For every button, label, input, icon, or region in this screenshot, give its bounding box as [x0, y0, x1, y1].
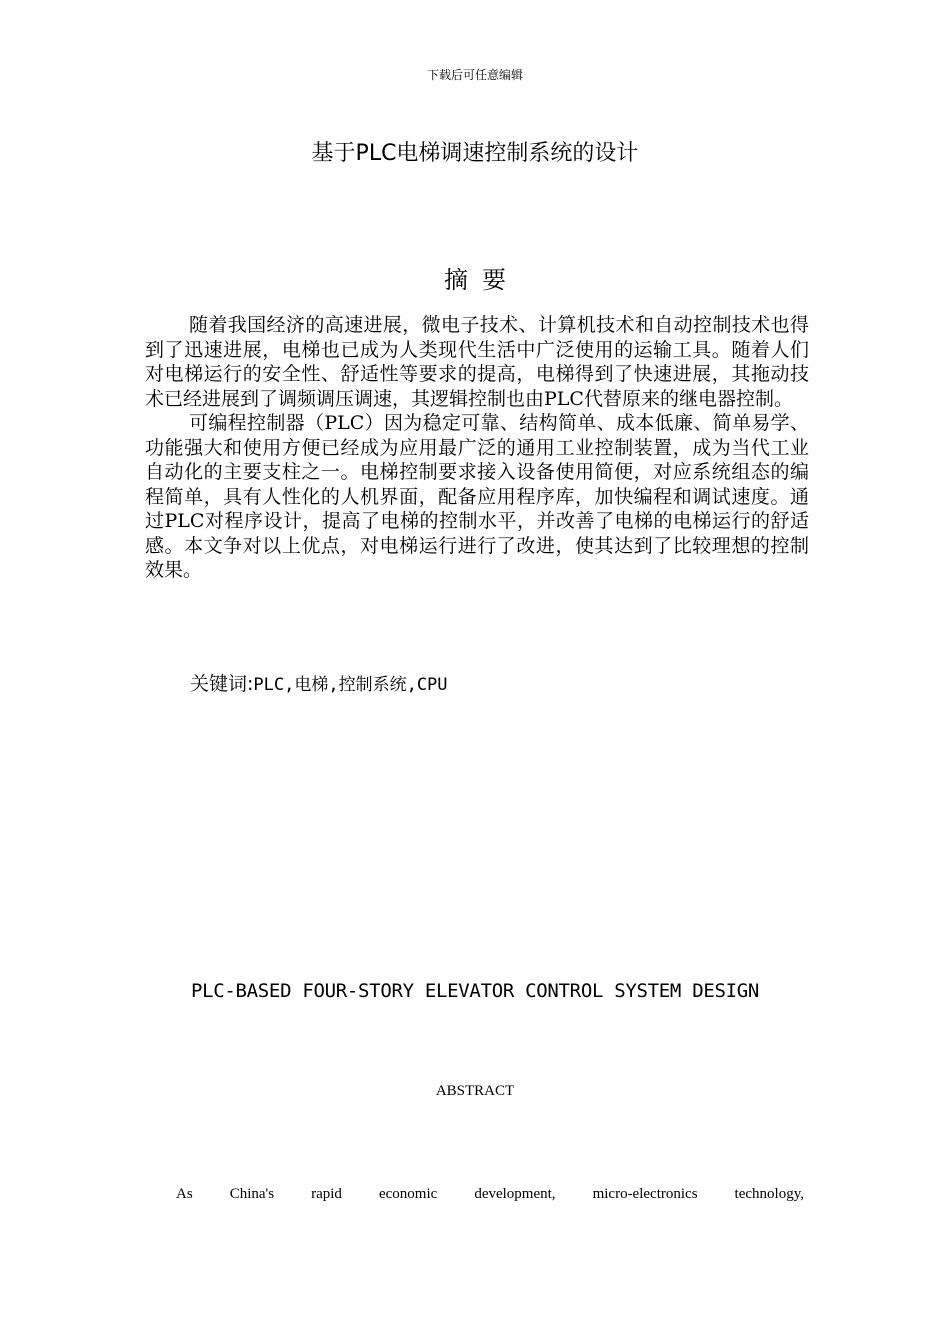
abstract-heading-en: ABSTRACT — [435, 1083, 515, 1099]
abstract-body-cn — [145, 313, 809, 583]
page-header-note: 下载后可任意编辑 — [426, 68, 523, 82]
document-title-en: PLC-BASED FOUR-STORY ELEVATOR CONTROL SYSTEM DESIGN — [190, 980, 760, 1002]
abstract-paragraph-1: 随着我国经济的高速进展，微电子技术、计算机技术和自动控制技术也得到了迅速进展，电梯也已成为人类现代生活中广泛使用的运输工具。随着人们对电梯运行的安全性、舒适性等要求的提高，电梯得到了快速进展，其拖动技术已经进展到了调频调压调速，其逻辑控制也由PLC代替原来的继电器控制。 — [145, 314, 809, 410]
keywords-label: 关键词: — [190, 673, 254, 695]
abstract-paragraph-2: 可编程控制器（PLC）因为稳定可靠、结构简单、成本低廉、简单易学、功能强大和使用方便已经成为应用最广泛的通用工业控制装置，成为当代工业自动化的主要支柱之一。电梯控制要求接入设备使用简便，对应系统组态的编程简单，具有人性化的人机界面，配备应用程序库，加快编程和调试速度。通过PLC对程序设计，提高了电梯的控制水平，并改善了电梯的电梯运行的舒适感。本文争对以上优点，对电梯运行进行了改进，使其达到了比较理想的控制效果。 — [145, 412, 809, 581]
document-title-cn: 基于PLC电梯调速控制系统的设计 — [311, 141, 639, 166]
abstract-body-en: As China's rapid economic development, micro-electronics technology, — [176, 1186, 804, 1202]
keywords-values: PLC,电梯,控制系统,CPU — [253, 675, 448, 695]
abstract-heading-cn: 摘要 — [444, 266, 520, 294]
keywords-line — [190, 672, 448, 697]
